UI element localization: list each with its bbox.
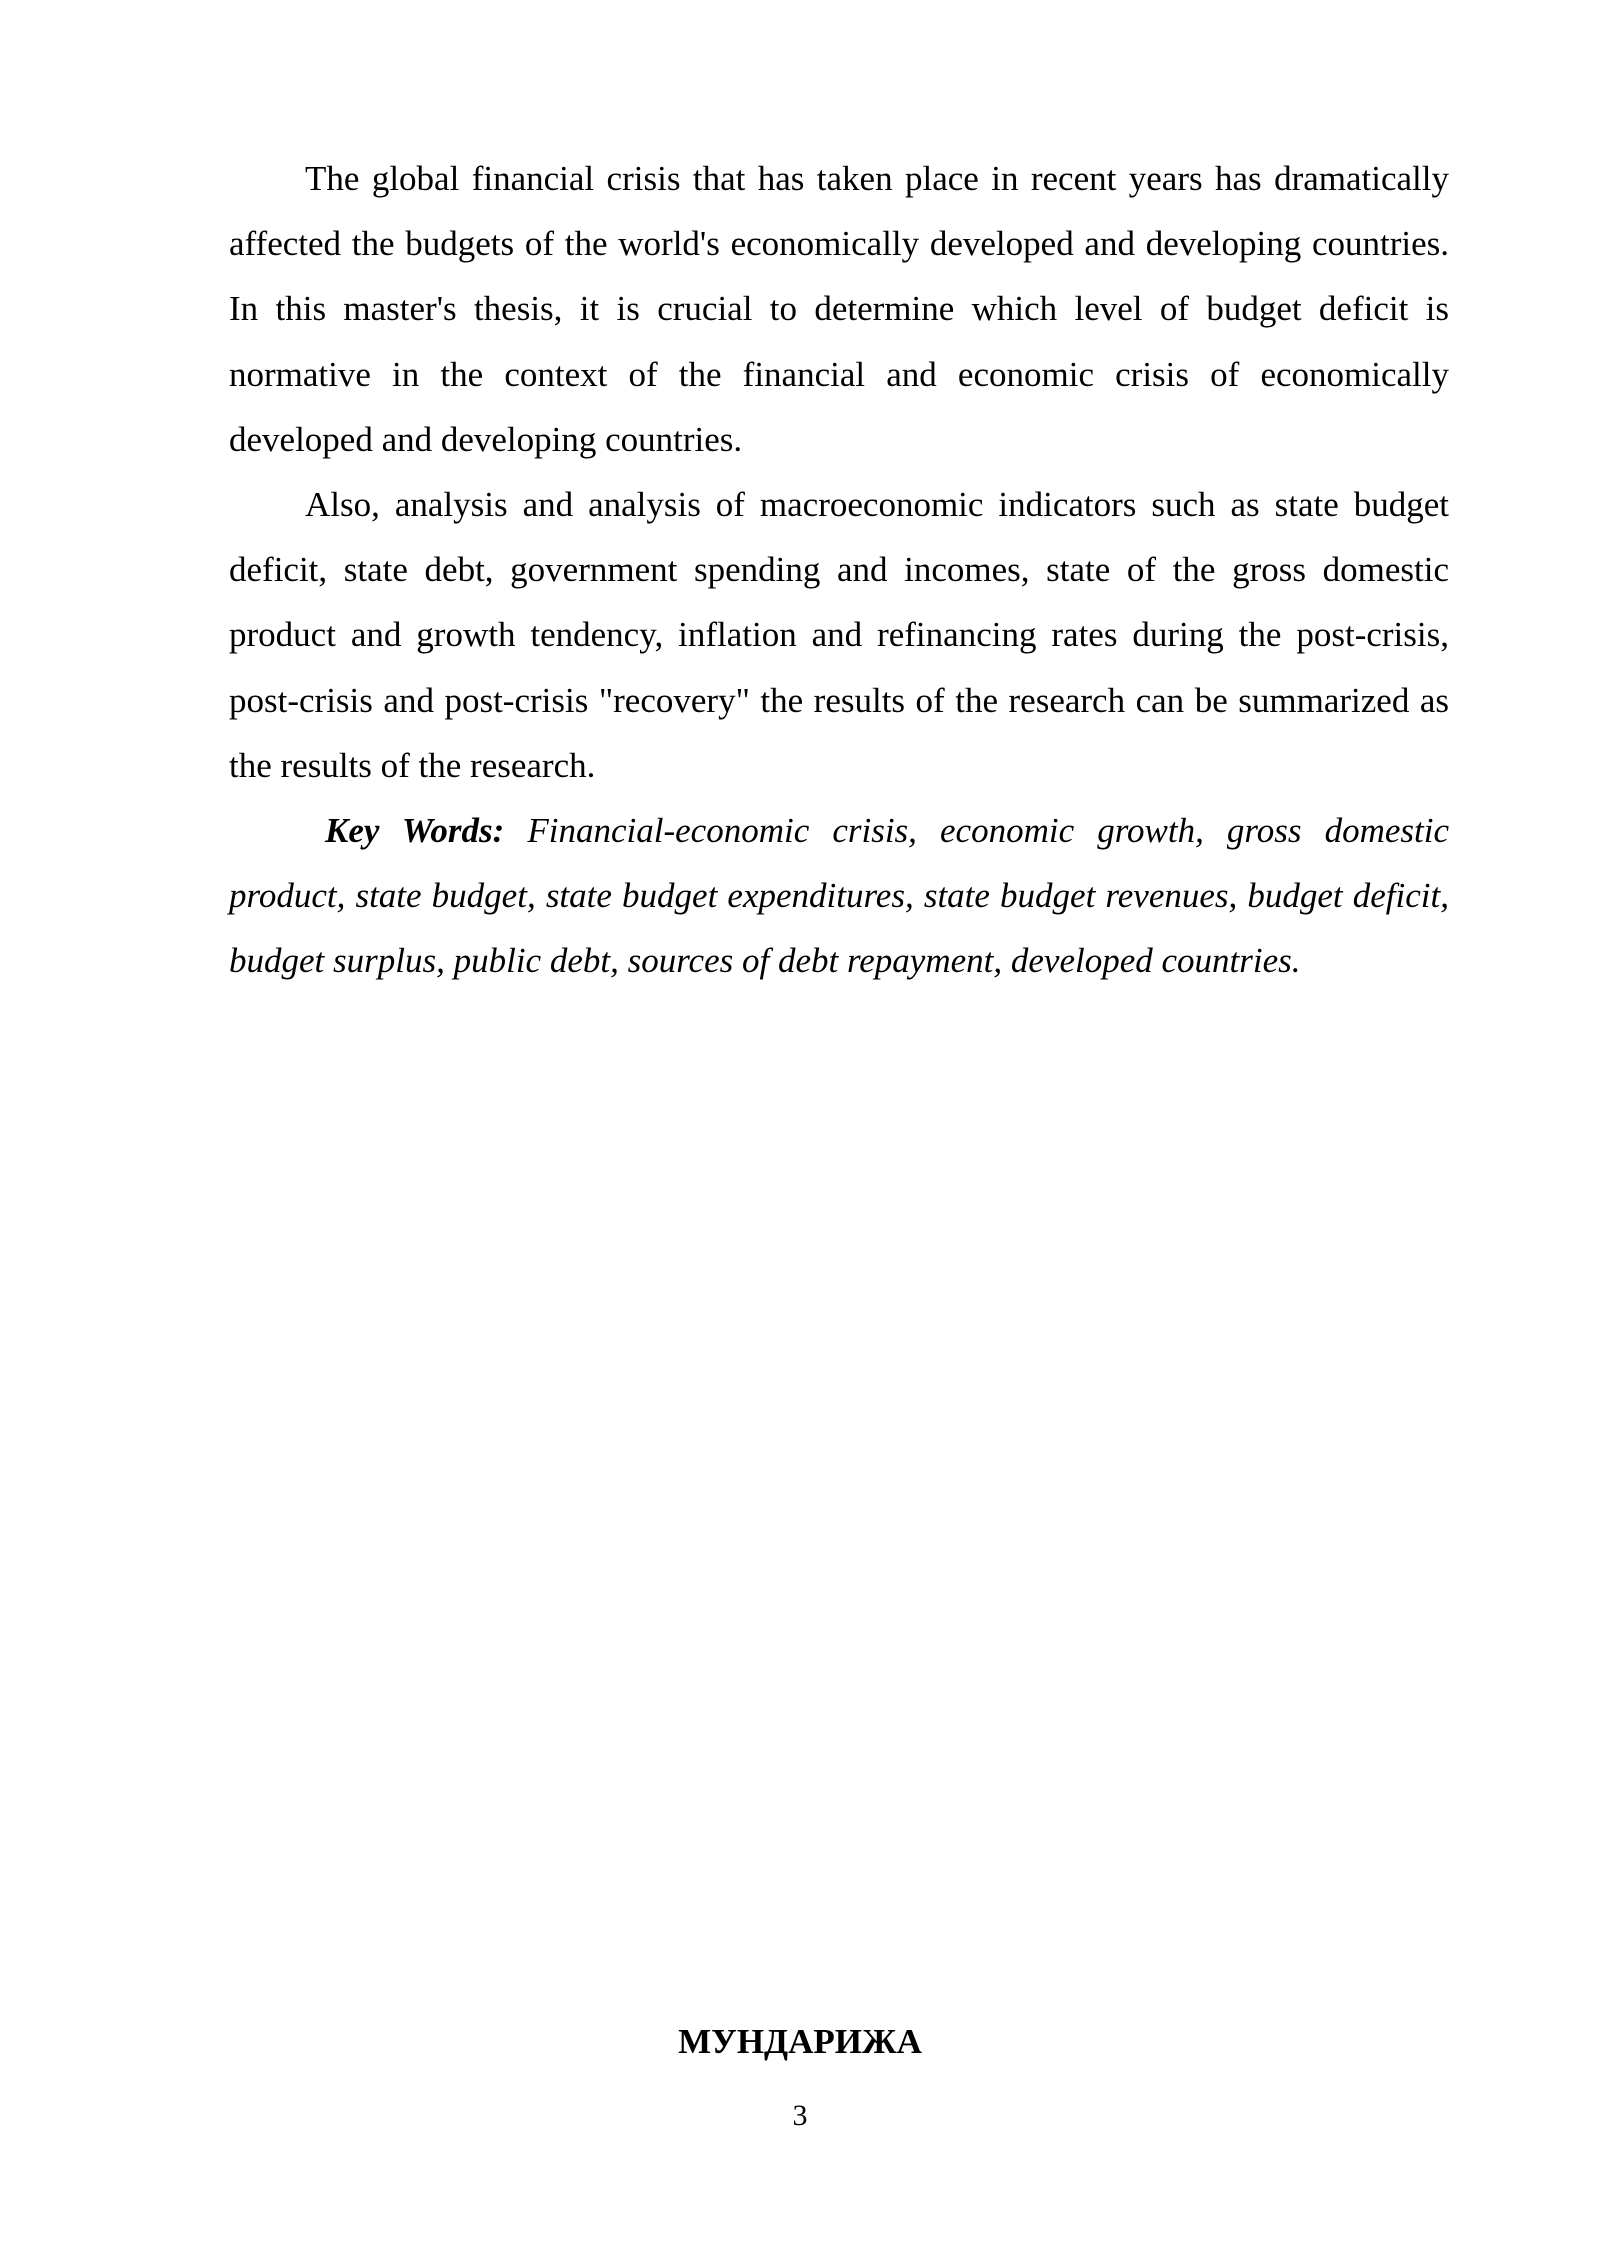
keywords-label: Key Words: — [325, 811, 505, 851]
keywords-text: Financial-economic crisis, economic growth, gross domestic product, state budget, state budget expenditures, state budget revenues, budget deficit, budget surplus, public debt, sources of debt repayment, developed countries. — [229, 811, 1449, 981]
paragraph-analysis: Also, analysis and analysis of macroeconomic indicators such as state budget deficit, state debt, government spending and incomes, state of the gross domestic product and growth tendency, inflation and refinancing rates during the post-crisis, post-crisis and post-crisis "recovery" the results of the research can be summarized as the results of the research. — [229, 485, 1449, 785]
table-of-contents-heading: МУНДАРИЖА — [678, 2022, 922, 2061]
paragraph-crisis-intro: The global financial crisis that has taken place in recent years has dramatically affected the budgets of the world's economically developed and developing countries. In this master's thesis, it is crucial to determine which level of budget deficit is normative in the context of the financial and economic crisis of economically developed and developing countries. — [229, 159, 1449, 459]
page-number: 3 — [792, 2099, 808, 2132]
keywords-block — [229, 798, 1449, 994]
abstract-body — [229, 146, 1449, 994]
